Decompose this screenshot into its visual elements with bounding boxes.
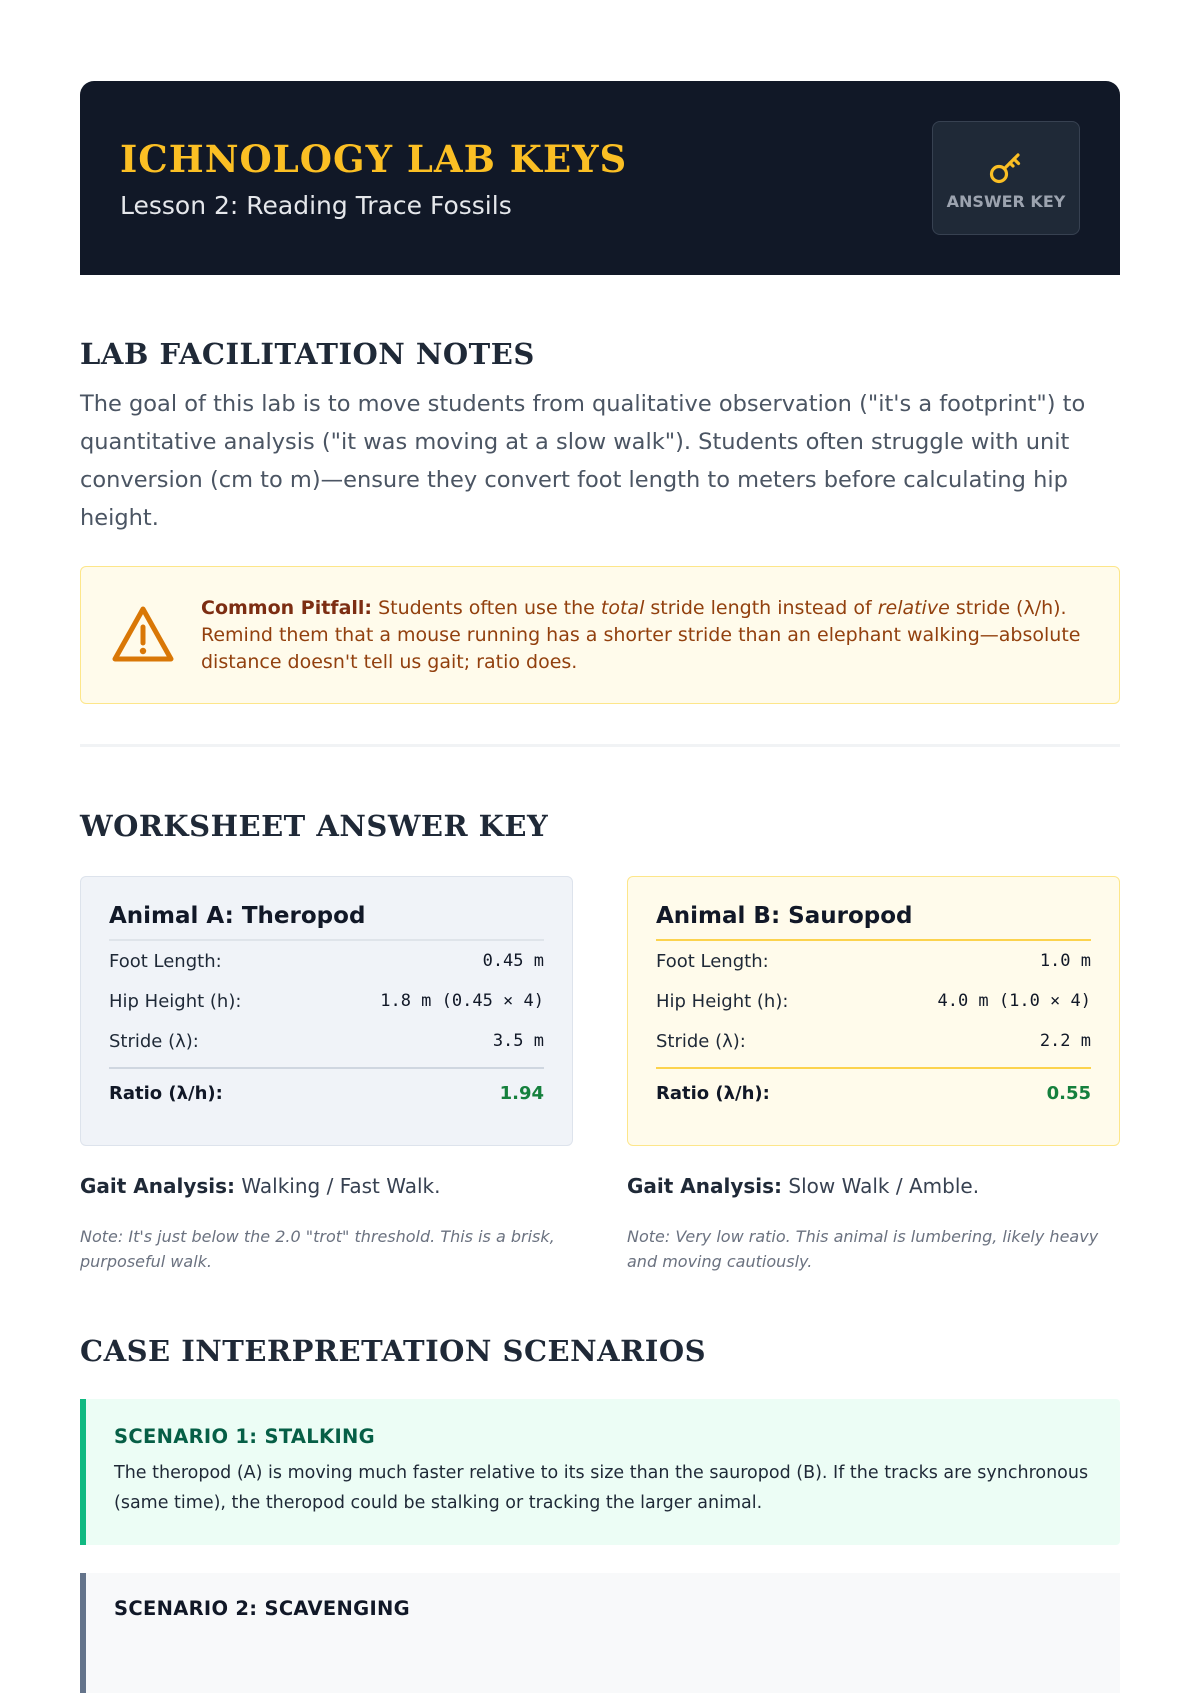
- gait-analysis-b: [627, 1174, 1120, 1274]
- card-title: Animal A: Theropod: [109, 903, 544, 941]
- page-header: [80, 81, 1120, 275]
- gait-label: Gait Analysis:: [627, 1174, 783, 1198]
- answer-key-badge: [932, 121, 1080, 235]
- ratio-row: [109, 1067, 544, 1107]
- gait-analysis-a: [80, 1174, 573, 1274]
- scenario-body: The theropod (A) is moving much faster relative to its size than the sauropod (B). If the tracks are synchronous (same time), the theropod could be stalking or tracking the larger animal.: [114, 1463, 1089, 1513]
- row-label: Foot Length:: [109, 950, 222, 972]
- pitfall-text-2: stride length instead of: [644, 596, 878, 619]
- animal-cards: [80, 876, 1120, 1146]
- gait-analysis: [80, 1174, 1120, 1274]
- ratio-label: Ratio (λ/h):: [656, 1082, 770, 1104]
- measurement-row: [656, 981, 1091, 1021]
- pitfall-label: Common Pitfall:: [201, 596, 373, 619]
- ratio-value: 0.55: [1046, 1082, 1091, 1104]
- gait-label: Gait Analysis:: [80, 1174, 236, 1198]
- gait-line: [80, 1174, 573, 1198]
- gait-value: Slow Walk / Amble.: [782, 1174, 980, 1198]
- key-icon: [985, 146, 1027, 188]
- pitfall-text: [201, 595, 1083, 676]
- gait-note: Note: Very low ratio. This animal is lumbering, likely heavy and moving cautiously.: [627, 1227, 1099, 1271]
- row-label: Stride (λ):: [656, 1030, 746, 1052]
- scenario-title: SCENARIO 2: SCAVENGING: [114, 1597, 410, 1620]
- measurement-row: [656, 941, 1091, 981]
- pitfall-emphasis-total: total: [600, 596, 645, 619]
- measurement-row: [109, 941, 544, 981]
- facilitation-body: The goal of this lab is to move students from qualitative observation ("it's a footprint") to quantitative analysis ("it was moving at a slow walk"). Students often struggle with unit conversion (cm to m)—ensure they convert foot length to meters before calculating hip height.: [80, 391, 1086, 531]
- answer-key-label: ANSWER KEY: [946, 191, 1066, 211]
- ratio-value: 1.94: [499, 1082, 544, 1104]
- measurement-row: [109, 1021, 544, 1061]
- row-value: 2.2 m: [1039, 1031, 1091, 1051]
- row-label: Stride (λ):: [109, 1030, 199, 1052]
- measurement-row: [109, 981, 544, 1021]
- gait-note: Note: It's just below the 2.0 "trot" threshold. This is a brisk, purposeful walk.: [80, 1227, 555, 1271]
- row-label: Foot Length:: [656, 950, 769, 972]
- row-value: 3.5 m: [492, 1031, 544, 1051]
- warning-icon: [111, 603, 175, 667]
- scenario-scavenging: [80, 1573, 1120, 1693]
- gait-line: [627, 1174, 1120, 1198]
- lesson-page: [80, 0, 1120, 1693]
- section-divider: [80, 744, 1120, 747]
- animal-b-card: [627, 876, 1120, 1146]
- scenario-title: SCENARIO 1: STALKING: [114, 1425, 375, 1448]
- header-text: [120, 137, 627, 220]
- worksheet-section: [80, 809, 1120, 1274]
- worksheet-heading: WORKSHEET ANSWER KEY: [80, 809, 549, 843]
- ratio-row: [656, 1067, 1091, 1107]
- facilitation-section: [80, 337, 1120, 704]
- pitfall-text-1: Students often use the: [372, 596, 601, 619]
- pitfall-emphasis-relative: relative: [877, 596, 950, 619]
- row-value: 1.8 m (0.45 × 4): [380, 991, 544, 1011]
- page-title: ICHNOLOGY LAB KEYS: [120, 136, 628, 181]
- pitfall-text-3: stride (λ/h). Remind them that a mouse running has a shorter stride than an elephant walking—absolute distance doesn't tell us gait; ratio does.: [201, 596, 1081, 673]
- card-title: Animal B: Sauropod: [656, 903, 1091, 941]
- scenarios-heading: CASE INTERPRETATION SCENARIOS: [80, 1334, 707, 1368]
- row-value: 4.0 m (1.0 × 4): [937, 991, 1091, 1011]
- facilitation-heading: LAB FACILITATION NOTES: [80, 337, 535, 371]
- scenario-stalking: [80, 1399, 1120, 1545]
- row-value: 0.45 m: [482, 951, 544, 971]
- page-subtitle: Lesson 2: Reading Trace Fossils: [120, 190, 512, 220]
- ratio-label: Ratio (λ/h):: [109, 1082, 223, 1104]
- row-label: Hip Height (h):: [656, 990, 789, 1012]
- animal-a-card: [80, 876, 573, 1146]
- gait-value: Walking / Fast Walk.: [235, 1174, 441, 1198]
- measurement-row: [656, 1021, 1091, 1061]
- pitfall-callout: [80, 566, 1120, 704]
- row-label: Hip Height (h):: [109, 990, 242, 1012]
- scenarios-section: [80, 1334, 1120, 1693]
- row-value: 1.0 m: [1039, 951, 1091, 971]
